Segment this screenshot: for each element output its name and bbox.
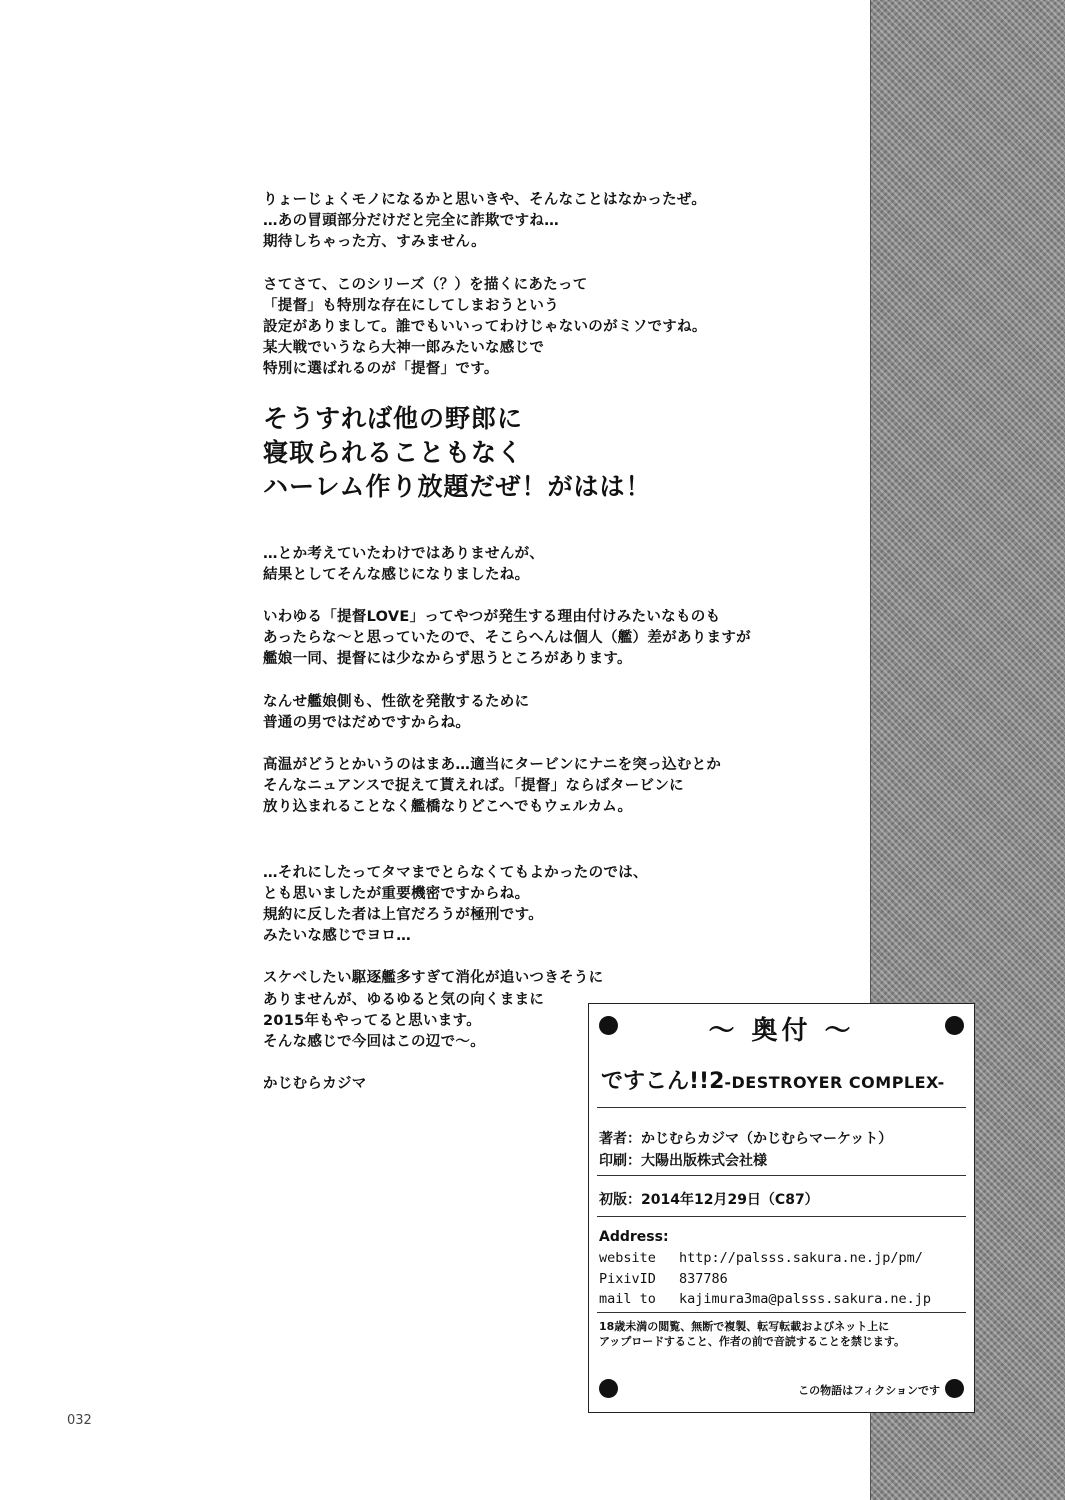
afterword-paragraph-1: りょーじょくモノになるかと思いきや、そんなことはなかったぜ。 …あの冒頭部分だけだと完全に詐欺ですね… 期待しちゃった方、すみません。	[263, 192, 707, 251]
book-title-main: ですこん!!2	[601, 1069, 725, 1094]
printer-label: 印刷：	[599, 1153, 641, 1169]
book-subtitle: -DESTROYER COMPLEX-	[724, 1073, 945, 1092]
book-title	[601, 1064, 945, 1095]
author-row	[599, 1128, 892, 1148]
fiction-notice: この物語はフィクションです	[798, 1384, 940, 1397]
page-number: 032	[67, 1413, 92, 1428]
afterword-signature: かじむらカジマ	[263, 1076, 367, 1093]
address-label: Address:	[599, 1229, 669, 1245]
pixiv-row	[599, 1271, 728, 1287]
colophon-box	[588, 1003, 975, 1413]
afterword-paragraph-4: いわゆる「提督LOVE」ってやつが発生する理由付けみたいなものも あったらな～と思っていたので、そこらへんは個人（艦）差がありますが 艦娘一同、提督には少なからず思うところがあります。	[263, 609, 751, 668]
website-label: website	[599, 1250, 656, 1266]
divider	[597, 1216, 966, 1217]
pixiv-label: PixivID	[599, 1271, 656, 1287]
first-edition-label: 初版：	[599, 1192, 641, 1208]
corner-dot-icon	[945, 1379, 964, 1398]
afterword-paragraph-7: …それにしたってタマまでとらなくてもよかったのでは、 とも思いましたが重要機密ですからね。 規約に反した者は上官だろうが極刑です。 みたいな感じでヨロ…	[263, 864, 648, 945]
first-edition-row	[599, 1189, 819, 1209]
printer-row	[599, 1150, 767, 1170]
website-row	[599, 1250, 923, 1266]
divider	[597, 1107, 966, 1108]
colophon-heading: ～ 奥付 ～	[708, 1016, 855, 1046]
afterword-paragraph-5: なんせ艦娘側も、性欲を発散するために 普通の男ではだめですからね。	[263, 693, 530, 731]
pixiv-id: 837786	[679, 1271, 728, 1287]
mail-address: kajimura3ma@palsss.sakura.ne.jp	[679, 1291, 931, 1307]
first-edition-value: 2014年12月29日（C87）	[641, 1192, 819, 1208]
printer-value: 大陽出版株式会社様	[641, 1153, 767, 1169]
mail-label: mail to	[599, 1291, 656, 1307]
afterword-text	[263, 190, 823, 1116]
divider	[597, 1312, 966, 1313]
reproduction-notice: 18歳未満の閲覧、無断で複製、転写転載およびネット上に アップロードすること、作者の前で音読することを禁じます。	[599, 1320, 906, 1348]
divider	[597, 1175, 966, 1176]
afterword-paragraph-2: さてさて、このシリーズ（？）を描くにあたって 「提督」も特別な存在にしてしまおうという 設定がありまして。誰でもいいってわけじゃないのがミソですね。 某大戦でいうなら大神一郎みたいな感じで 特別に選ばれるのが「提督」です。	[263, 276, 707, 378]
afterword-paragraph-3: …とか考えていたわけではありませんが、 結果としてそんな感じになりましたね。	[263, 545, 545, 583]
mail-row	[599, 1291, 931, 1307]
afterword-paragraph-8: スケベしたい駆逐艦多すぎて消化が追いつきそうに ありませんが、ゆるゆると気の向くままに 2015年もやってると思います。 そんな感じで今回はこの辺で～。	[263, 970, 604, 1051]
author-value: かじむらカジマ（かじむらマーケット）	[641, 1131, 893, 1147]
author-label: 著者：	[599, 1131, 641, 1147]
afterword-emphasis: そうすれば他の野郎に 寝取られることもなく ハーレム作り放題だぜ！がはは！	[263, 403, 652, 501]
corner-dot-icon	[599, 1379, 618, 1398]
afterword-paragraph-6: 高温がどうとかいうのはまあ…適当にタービンにナニを突っ込むとか そんなニュアンスで捉えて貰えれば。「提督」ならばタービンに 放り込まれることなく艦橋なりどこへでもウェルカム。	[263, 757, 722, 816]
website-url: http://palsss.sakura.ne.jp/pm/	[679, 1250, 923, 1266]
